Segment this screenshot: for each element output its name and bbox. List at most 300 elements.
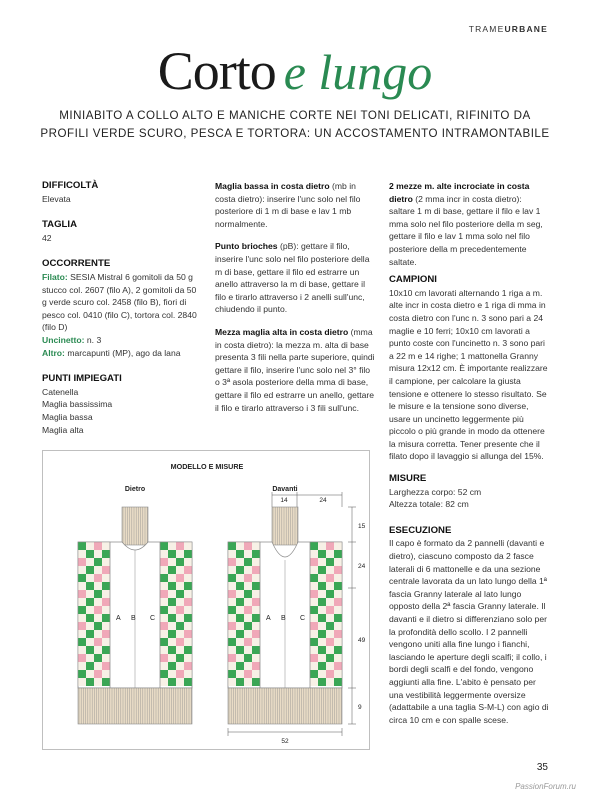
granny-cell xyxy=(244,638,252,646)
granny-cell xyxy=(168,598,176,606)
granny-cell xyxy=(236,614,244,622)
granny-cell xyxy=(176,598,184,606)
granny-cell xyxy=(310,646,318,654)
granny-cell xyxy=(310,550,318,558)
granny-cell xyxy=(310,622,318,630)
granny-cell xyxy=(326,550,334,558)
section-letter: C xyxy=(150,615,156,622)
granny-cell xyxy=(168,558,176,566)
brand-label: TRAMEURBANE xyxy=(468,24,548,34)
granny-cell xyxy=(94,678,102,686)
granny-cell xyxy=(176,670,184,678)
granny-cell xyxy=(160,630,168,638)
stitch-definition: Mezza maglia alta in costa dietro (mma in costa dietro): la mezza m. alta di base presenta 3 fili nella parte superiore, quindi gettare il filo, inserire l'unc solo nel 3° filo o 3ª asola posteriore della mma di base, gettare il filo ed estrarre un anello, gettare il filo e tirarlo attraverso i 3 fili sull'unc. xyxy=(215,326,375,413)
granny-cell xyxy=(252,582,260,590)
granny-cell xyxy=(86,582,94,590)
granny-cell xyxy=(94,550,102,558)
granny-cell xyxy=(102,558,110,566)
granny-cell xyxy=(78,646,86,654)
granny-cell xyxy=(160,654,168,662)
measure-line: Larghezza corpo: 52 cm xyxy=(389,486,482,497)
granny-cell xyxy=(310,542,318,550)
granny-cell xyxy=(326,678,334,686)
granny-cell xyxy=(86,638,94,646)
granny-cell xyxy=(318,542,326,550)
granny-cell xyxy=(184,622,192,630)
granny-cell xyxy=(94,646,102,654)
granny-cell xyxy=(318,630,326,638)
granny-cell xyxy=(102,550,110,558)
granny-cell xyxy=(244,662,252,670)
granny-cell xyxy=(176,622,184,630)
page-title xyxy=(0,41,590,101)
hook-line: Uncinetto: n. 3 xyxy=(42,334,102,345)
size-heading: TAGLIA xyxy=(42,219,77,231)
granny-cell xyxy=(168,654,176,662)
granny-cell xyxy=(176,590,184,598)
granny-cell xyxy=(94,614,102,622)
granny-cell xyxy=(244,614,252,622)
execution-text: Il capo è formato da 2 pannelli (davanti e dietro), ciascuno composto da 2 fasce laterali di 6 mattonelle e da una sezione centrale lavorata da un lato lungo della 1ª fascia Granny laterale al lato lungo opposto della 2ª fascia Granny laterale. Il davanti e il dietro si differenziano solo per la profondità dello scollo. I 2 pannelli vengono uniti alla fine lungo i fianchi, lasciando le aperture degli scalfi; il collo, i bordi degli scalfi e del fondo, vengono aggiunti alla fine. L'abito è pensato per una vestibilità leggermente oversize (adattabile a una taglia S-M-L) con agio di circa 10 cm e con spalle scese. xyxy=(389,538,549,725)
granny-cell xyxy=(244,678,252,686)
stitch-item: Catenella xyxy=(42,386,79,397)
granny-cell xyxy=(78,590,86,598)
granny-cell xyxy=(184,630,192,638)
granny-cell xyxy=(334,606,342,614)
granny-cell xyxy=(318,654,326,662)
back-collar xyxy=(122,507,148,545)
granny-cell xyxy=(310,662,318,670)
granny-cell xyxy=(334,662,342,670)
granny-cell xyxy=(102,574,110,582)
granny-cell xyxy=(176,574,184,582)
granny-cell xyxy=(184,566,192,574)
granny-cell xyxy=(176,558,184,566)
granny-cell xyxy=(236,670,244,678)
granny-cell xyxy=(244,606,252,614)
granny-cell xyxy=(318,574,326,582)
granny-cell xyxy=(86,678,94,686)
granny-cell xyxy=(176,582,184,590)
granny-cell xyxy=(94,542,102,550)
page-number: 35 xyxy=(536,762,548,773)
granny-cell xyxy=(334,598,342,606)
granny-cell xyxy=(252,614,260,622)
subtitle-line-2: PROFILI VERDE SCURO, PESCA E TORTORA: UN ACCOSTAMENTO INTRAMONTABILE xyxy=(40,127,550,140)
stitches-heading: PUNTI IMPIEGATI xyxy=(42,373,122,385)
granny-cell xyxy=(310,638,318,646)
granny-cell xyxy=(318,646,326,654)
granny-cell xyxy=(228,558,236,566)
granny-cell xyxy=(236,630,244,638)
granny-cell xyxy=(252,654,260,662)
needed-heading: OCCORRENTE xyxy=(42,258,111,270)
granny-cell xyxy=(318,566,326,574)
granny-cell xyxy=(168,566,176,574)
front-hem xyxy=(228,688,342,724)
granny-cell xyxy=(244,654,252,662)
granny-cell xyxy=(160,606,168,614)
granny-cell xyxy=(86,622,94,630)
granny-cell xyxy=(228,598,236,606)
granny-cell xyxy=(86,558,94,566)
granny-cell xyxy=(252,630,260,638)
granny-cell xyxy=(94,598,102,606)
granny-cell xyxy=(160,590,168,598)
granny-cell xyxy=(160,614,168,622)
subtitle xyxy=(30,107,560,143)
measures-heading: MISURE xyxy=(389,473,427,485)
granny-cell xyxy=(168,550,176,558)
granny-cell xyxy=(94,630,102,638)
granny-cell xyxy=(244,582,252,590)
granny-cell xyxy=(78,614,86,622)
granny-cell xyxy=(326,614,334,622)
granny-cell xyxy=(318,678,326,686)
granny-cell xyxy=(86,646,94,654)
difficulty-value: Elevata xyxy=(42,193,71,204)
granny-cell xyxy=(184,654,192,662)
granny-cell xyxy=(334,550,342,558)
granny-cell xyxy=(168,678,176,686)
section-letter: C xyxy=(300,615,306,622)
granny-cell xyxy=(252,678,260,686)
granny-cell xyxy=(184,558,192,566)
granny-cell xyxy=(160,574,168,582)
granny-cell xyxy=(176,542,184,550)
granny-cell xyxy=(252,550,260,558)
granny-cell xyxy=(252,662,260,670)
granny-cell xyxy=(334,654,342,662)
granny-cell xyxy=(86,614,94,622)
column-materials xyxy=(42,180,202,436)
granny-cell xyxy=(326,622,334,630)
execution-heading: ESECUZIONE xyxy=(389,524,452,536)
granny-cell xyxy=(228,678,236,686)
section-letter: A xyxy=(116,615,121,622)
granny-cell xyxy=(244,574,252,582)
granny-cell xyxy=(326,574,334,582)
granny-cell xyxy=(236,542,244,550)
granny-cell xyxy=(244,566,252,574)
pattern-schematic xyxy=(42,450,372,750)
granny-cell xyxy=(168,638,176,646)
granny-cell xyxy=(252,598,260,606)
stitch-item: Maglia bassissima xyxy=(42,399,113,410)
granny-cell xyxy=(310,598,318,606)
granny-cell xyxy=(236,550,244,558)
granny-cell xyxy=(334,574,342,582)
granny-cell xyxy=(310,654,318,662)
granny-cell xyxy=(78,630,86,638)
granny-cell xyxy=(102,542,110,550)
samples-text: 10x10 cm lavorati alternando 1 riga a m. alte incr in costa dietro e 1 riga di mma in costa dietro con l'unc n. 3 sono pari a 24 maglie e 10 ferri; 10x10 cm lavorati a punto coste con l'uncinetto n. 3 sono pari a 22 m e 14 righe; 1 mattonella Granny misura 12x12 cm. È importante realizzare il campione, per calcolare la giusta tensione e ottenere lo stesso risultato. Se le misure e la tensione sono diverse, usare un uncinetto leggermente più piccolo o più grande in modo da ottenere la misura corretta. Tener presente che il filato dopo il lavaggio si allunga del 15%. xyxy=(389,287,548,462)
granny-cell xyxy=(318,662,326,670)
granny-cell xyxy=(244,590,252,598)
granny-cell xyxy=(160,662,168,670)
granny-cell xyxy=(236,582,244,590)
title-main: Corto xyxy=(157,41,276,101)
granny-cell xyxy=(168,614,176,622)
granny-cell xyxy=(236,662,244,670)
granny-cell xyxy=(318,590,326,598)
granny-cell xyxy=(236,606,244,614)
size-value: 42 xyxy=(42,232,52,243)
granny-cell xyxy=(102,662,110,670)
difficulty-heading: DIFFICOLTÀ xyxy=(42,180,99,191)
granny-cell xyxy=(78,670,86,678)
granny-cell xyxy=(160,670,168,678)
granny-cell xyxy=(334,630,342,638)
granny-cell xyxy=(168,574,176,582)
granny-cell xyxy=(176,654,184,662)
granny-cell xyxy=(326,558,334,566)
granny-cell xyxy=(244,646,252,654)
granny-cell xyxy=(168,582,176,590)
granny-cell xyxy=(168,646,176,654)
granny-cell xyxy=(168,662,176,670)
granny-cell xyxy=(176,678,184,686)
dim-label: 24 xyxy=(358,563,366,570)
granny-cell xyxy=(78,606,86,614)
granny-cell xyxy=(228,622,236,630)
granny-cell xyxy=(184,606,192,614)
granny-cell xyxy=(160,646,168,654)
granny-cell xyxy=(168,590,176,598)
granny-cell xyxy=(228,574,236,582)
granny-cell xyxy=(176,630,184,638)
granny-cell xyxy=(160,582,168,590)
granny-cell xyxy=(102,582,110,590)
granny-cell xyxy=(228,630,236,638)
granny-cell xyxy=(102,638,110,646)
granny-cell xyxy=(318,670,326,678)
granny-cell xyxy=(334,590,342,598)
granny-cell xyxy=(334,678,342,686)
column-instructions xyxy=(389,180,549,732)
granny-cell xyxy=(228,606,236,614)
granny-cell xyxy=(228,566,236,574)
stitch-definition: 2 mezze m. alte incrociate in costa dietro (2 mma incr in costa dietro): saltare 1 m di base, gettare il filo e lav 1 mma solo nel filo posteriore della m seg, gettare il filo e lav 1 mma solo nel filo posteriore della m precedentemente saltate. xyxy=(389,181,543,267)
dim-label: 15 xyxy=(358,523,366,530)
granny-cell xyxy=(228,614,236,622)
granny-cell xyxy=(184,670,192,678)
granny-cell xyxy=(236,590,244,598)
granny-cell xyxy=(160,622,168,630)
granny-cell xyxy=(334,638,342,646)
stitch-item: Maglia alta xyxy=(42,424,84,435)
granny-cell xyxy=(236,622,244,630)
granny-cell xyxy=(318,582,326,590)
back-hem xyxy=(78,688,192,724)
granny-cell xyxy=(252,590,260,598)
granny-cell xyxy=(184,662,192,670)
granny-cell xyxy=(176,638,184,646)
granny-cell xyxy=(244,670,252,678)
granny-cell xyxy=(228,550,236,558)
granny-cell xyxy=(326,662,334,670)
granny-cell xyxy=(168,630,176,638)
watermark: PassionForum.ru xyxy=(515,782,576,791)
granny-cell xyxy=(78,566,86,574)
granny-cell xyxy=(86,654,94,662)
granny-cell xyxy=(334,582,342,590)
front-panel xyxy=(228,486,366,745)
granny-cell xyxy=(184,614,192,622)
granny-cell xyxy=(252,646,260,654)
granny-cell xyxy=(252,638,260,646)
granny-cell xyxy=(78,678,86,686)
granny-cell xyxy=(78,582,86,590)
back-label: Dietro xyxy=(124,486,146,493)
granny-cell xyxy=(236,654,244,662)
granny-cell xyxy=(94,670,102,678)
granny-cell xyxy=(326,630,334,638)
granny-cell xyxy=(176,550,184,558)
stitch-definition: Punto brioches (pB): gettare il filo, inserire l'unc solo nel filo posteriore della m di base, gettare il filo ed estrarre un anello attraverso la m di base, gettare il filo e tirarlo attraverso i 2 anelli sull'unc, chiudendo il punto. xyxy=(215,241,370,315)
granny-cell xyxy=(310,606,318,614)
granny-cell xyxy=(94,566,102,574)
granny-cell xyxy=(78,542,86,550)
granny-cell xyxy=(102,670,110,678)
front-label: Davanti xyxy=(272,486,298,493)
granny-cell xyxy=(236,638,244,646)
granny-cell xyxy=(86,550,94,558)
granny-cell xyxy=(228,670,236,678)
dim-label: 9 xyxy=(358,704,362,711)
granny-cell xyxy=(236,678,244,686)
granny-cell xyxy=(236,574,244,582)
granny-cell xyxy=(310,614,318,622)
granny-cell xyxy=(94,574,102,582)
granny-cell xyxy=(86,566,94,574)
granny-cell xyxy=(184,542,192,550)
granny-cell xyxy=(160,638,168,646)
granny-cell xyxy=(184,598,192,606)
dim-label: 14 xyxy=(280,497,288,504)
granny-cell xyxy=(78,558,86,566)
granny-cell xyxy=(334,566,342,574)
granny-cell xyxy=(94,654,102,662)
granny-cell xyxy=(244,542,252,550)
granny-cell xyxy=(326,582,334,590)
granny-cell xyxy=(78,574,86,582)
granny-cell xyxy=(184,646,192,654)
granny-cell xyxy=(244,630,252,638)
yarn-line: Filato: SESIA Mistral 6 gomitoli da 50 g stucco col. 2607 (filo A), 2 gomitoli da 50 g verde scuro col. 2458 (filo B), fiori di pesco col. 0410 (filo C), tortora col. 2840 (filo D) xyxy=(42,271,197,333)
granny-cell xyxy=(326,590,334,598)
granny-cell xyxy=(102,606,110,614)
granny-cell xyxy=(244,622,252,630)
granny-cell xyxy=(228,542,236,550)
samples-heading: CAMPIONI xyxy=(389,274,437,286)
granny-cell xyxy=(78,598,86,606)
granny-cell xyxy=(168,542,176,550)
granny-cell xyxy=(334,542,342,550)
stitch-definition: Maglia bassa in costa dietro (mb in costa dietro): inserire l'unc solo nel filo posteriore di 1 m di base e lav 1 mb normalmente. xyxy=(215,181,361,229)
granny-cell xyxy=(244,550,252,558)
granny-cell xyxy=(168,670,176,678)
granny-cell xyxy=(78,638,86,646)
granny-cell xyxy=(160,558,168,566)
granny-cell xyxy=(318,558,326,566)
granny-cell xyxy=(252,606,260,614)
granny-cell xyxy=(236,646,244,654)
granny-cell xyxy=(184,550,192,558)
granny-cell xyxy=(334,558,342,566)
granny-cell xyxy=(168,622,176,630)
granny-cell xyxy=(102,646,110,654)
front-collar xyxy=(272,507,298,545)
granny-cell xyxy=(318,550,326,558)
granny-cell xyxy=(176,614,184,622)
granny-cell xyxy=(252,622,260,630)
granny-cell xyxy=(326,654,334,662)
granny-cell xyxy=(334,646,342,654)
granny-cell xyxy=(252,558,260,566)
granny-cell xyxy=(160,598,168,606)
granny-cell xyxy=(176,662,184,670)
granny-cell xyxy=(176,646,184,654)
granny-cell xyxy=(236,558,244,566)
dim-label: 52 xyxy=(281,738,289,745)
granny-cell xyxy=(160,550,168,558)
stitch-item: Maglia bassa xyxy=(42,411,93,422)
granny-cell xyxy=(94,662,102,670)
granny-cell xyxy=(326,638,334,646)
granny-cell xyxy=(160,678,168,686)
granny-cell xyxy=(86,542,94,550)
granny-cell xyxy=(102,622,110,630)
granny-cell xyxy=(334,622,342,630)
granny-cell xyxy=(86,574,94,582)
granny-cell xyxy=(78,654,86,662)
other-line: Altro: marcapunti (MP), ago da lana xyxy=(42,347,181,358)
granny-cell xyxy=(326,566,334,574)
granny-cell xyxy=(160,542,168,550)
granny-cell xyxy=(78,622,86,630)
granny-cell xyxy=(102,566,110,574)
granny-cell xyxy=(334,614,342,622)
granny-cell xyxy=(102,590,110,598)
dim-label: 49 xyxy=(358,637,366,644)
granny-cell xyxy=(228,646,236,654)
granny-cell xyxy=(228,582,236,590)
measure-line: Altezza totale: 82 cm xyxy=(389,499,469,510)
granny-cell xyxy=(310,630,318,638)
granny-cell xyxy=(318,622,326,630)
granny-cell xyxy=(310,558,318,566)
granny-cell xyxy=(94,590,102,598)
dim-label: 24 xyxy=(319,497,327,504)
granny-cell xyxy=(102,654,110,662)
granny-cell xyxy=(184,638,192,646)
granny-cell xyxy=(184,582,192,590)
granny-cell xyxy=(176,606,184,614)
granny-cell xyxy=(184,678,192,686)
granny-cell xyxy=(236,598,244,606)
granny-cell xyxy=(160,566,168,574)
granny-cell xyxy=(184,590,192,598)
granny-cell xyxy=(326,606,334,614)
granny-cell xyxy=(244,558,252,566)
granny-cell xyxy=(252,542,260,550)
granny-cell xyxy=(310,566,318,574)
diagram-title: MODELLO E MISURE xyxy=(170,462,244,471)
granny-cell xyxy=(236,566,244,574)
granny-cell xyxy=(86,606,94,614)
granny-cell xyxy=(318,638,326,646)
